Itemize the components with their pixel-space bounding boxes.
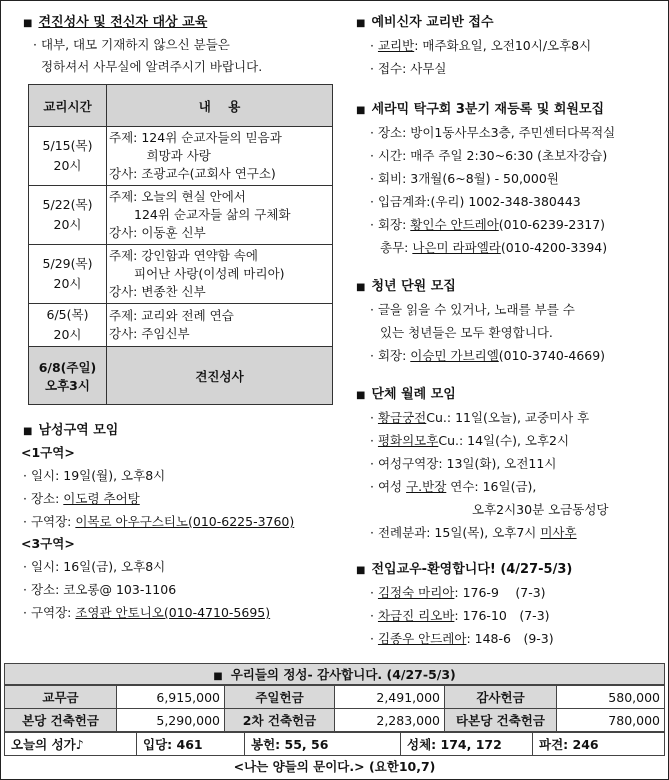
offering-label: 타본당 건축헌금 bbox=[445, 709, 557, 732]
group-line2: · 평화의모후Cu.: 14일(수), 오후2시 bbox=[370, 433, 570, 448]
edu-note-line1: · 대부, 대모 기재하지 않으신 분들은 bbox=[33, 37, 230, 52]
schedule-row bbox=[29, 127, 333, 186]
offering-value: 580,000 bbox=[557, 686, 665, 709]
hymn-entry: 입당: 461 bbox=[137, 733, 245, 756]
offering-row bbox=[5, 709, 665, 732]
offering-row bbox=[5, 686, 665, 709]
ceramic-pingpong-title: ■ 세라믹 탁구회 3분기 재등록 및 회원모집 bbox=[356, 102, 605, 117]
confirmation-date: 6/8(주일) 오후3시 bbox=[29, 347, 107, 405]
youth-line1: · 글을 읽을 수 있거나, 노래를 부를 수 bbox=[370, 302, 575, 317]
confirmation-label: 견진성사 bbox=[107, 347, 333, 405]
group-line3: · 여성구역장: 13일(화), 오전11시 bbox=[370, 456, 557, 471]
scripture-quote: <나는 양들의 문이다.> (요한10,7) bbox=[233, 759, 436, 774]
square-bullet-icon: ■ bbox=[356, 105, 366, 116]
square-bullet-icon: ■ bbox=[356, 18, 366, 29]
schedule-content: 주제: 124위 순교자들의 믿음과 희망과 사랑 강사: 조광교수(교회사 연구소) bbox=[107, 127, 333, 186]
zone1-label: <1구역> bbox=[21, 445, 75, 460]
offering-label: 2차 건축헌금 bbox=[225, 709, 335, 732]
ceramic-fee: · 회비: 3개월(6~8월) - 50,000원 bbox=[370, 171, 559, 186]
zone3-date: · 일시: 16일(금), 오후8시 bbox=[23, 559, 166, 574]
hymn-communion: 성체: 174, 172 bbox=[401, 733, 533, 756]
schedule-row bbox=[29, 304, 333, 347]
men-zone-title: ■ 남성구역 모임 bbox=[23, 423, 119, 438]
schedule-header-time: 교리시간 bbox=[29, 85, 107, 127]
square-bullet-icon: ■ bbox=[213, 671, 223, 682]
youth-recruit-title: ■ 청년 단원 모집 bbox=[356, 279, 456, 294]
offering-value: 780,000 bbox=[557, 709, 665, 732]
schedule-date: 5/22(목) 20시 bbox=[29, 186, 107, 245]
ceramic-account: · 입금계좌:(우리) 1002-348-380443 bbox=[370, 194, 581, 209]
ceramic-place: · 장소: 방이1동사무소3층, 주민센터다목적실 bbox=[370, 125, 616, 140]
group-line6: · 전례분과: 15일(목), 오후7시 미사후 bbox=[370, 525, 577, 540]
schedule-header-row bbox=[29, 85, 333, 127]
zone3-place: · 장소: 코오롱@ 103-1106 bbox=[23, 582, 177, 597]
offering-label: 본당 건축헌금 bbox=[5, 709, 117, 732]
edu-note-line2: 정하셔서 사무실에 알려주시기 바랍니다. bbox=[41, 59, 263, 74]
zone1-place: · 장소: 이도령 추어탕 bbox=[23, 491, 140, 506]
bulletin-top-section bbox=[1, 1, 668, 662]
left-column bbox=[11, 11, 333, 624]
hymn-offertory: 봉헌: 55, 56 bbox=[245, 733, 401, 756]
offering-value: 6,915,000 bbox=[117, 686, 225, 709]
welcome-item: · 김정숙 마리아: 176-9 (7-3) bbox=[370, 585, 546, 600]
square-bullet-icon: ■ bbox=[23, 426, 33, 437]
catechism-schedule-table bbox=[28, 84, 333, 405]
group-line5: 오후2시30분 오금동성당 bbox=[472, 502, 609, 517]
offering-value: 5,290,000 bbox=[117, 709, 225, 732]
pre-catechumen-line2: · 접수: 사무실 bbox=[370, 61, 447, 76]
hymn-label: 오늘의 성가♪ bbox=[5, 733, 137, 756]
offering-value: 2,283,000 bbox=[335, 709, 445, 732]
schedule-row bbox=[29, 245, 333, 304]
zone1-leader: · 구역장: 이목로 아우구스티노(010-6225-3760) bbox=[23, 514, 295, 529]
group-meeting-title: ■ 단체 월례 모임 bbox=[356, 387, 456, 402]
schedule-date: 5/15(목) 20시 bbox=[29, 127, 107, 186]
hymn-dismissal: 파견: 246 bbox=[533, 733, 665, 756]
youth-line2: 있는 청년들은 모두 환영합니다. bbox=[380, 325, 553, 340]
schedule-header-content: 내 용 bbox=[107, 85, 333, 127]
welcome-item: · 차금진 리오바: 176-10 (7-3) bbox=[370, 608, 550, 623]
square-bullet-icon: ■ bbox=[356, 282, 366, 293]
ceramic-president: · 회장: 황인수 안드레아(010-6239-2317) bbox=[370, 217, 606, 232]
square-bullet-icon: ■ bbox=[356, 390, 366, 401]
schedule-content: 주제: 강인함과 연약함 속에 피어난 사랑(이성례 마리아) 강사: 변종찬 신부 bbox=[107, 245, 333, 304]
zone1-date: · 일시: 19일(월), 오후8시 bbox=[23, 468, 166, 483]
welcome-item: · 김종우 안드레아: 148-6 (9-3) bbox=[370, 631, 554, 646]
zone3-leader: · 구역장: 조영관 안토니오(010-4710-5695) bbox=[23, 605, 271, 620]
ceramic-time: · 시간: 매주 주일 2:30~6:30 (초보자강습) bbox=[370, 148, 608, 163]
schedule-date: 5/29(목) 20시 bbox=[29, 245, 107, 304]
offering-table bbox=[4, 685, 665, 732]
square-bullet-icon: ■ bbox=[356, 565, 366, 576]
offering-value: 2,491,000 bbox=[335, 686, 445, 709]
pre-catechumen-title: ■ 예비신자 교리반 접수 bbox=[356, 15, 494, 30]
offering-section bbox=[4, 663, 665, 778]
pre-catechumen-line1: · 교리반: 매주화요일, 오전10시/오후8시 bbox=[370, 38, 592, 53]
offering-label: 교무금 bbox=[5, 686, 117, 709]
hymn-row bbox=[5, 733, 665, 756]
zone3-label: <3구역> bbox=[21, 536, 75, 551]
offering-label: 주일헌금 bbox=[225, 686, 335, 709]
right-column bbox=[356, 11, 661, 650]
group-line4: · 여성 구.반장 연수: 16일(금), bbox=[370, 479, 537, 494]
schedule-final-row bbox=[29, 347, 333, 405]
welcome-title: ■ 전입교우-환영합니다! (4/27-5/3) bbox=[356, 562, 573, 577]
confirmation-education-title: ■ 견진성사 및 전신자 대상 교육 bbox=[23, 15, 208, 30]
square-bullet-icon: ■ bbox=[23, 18, 33, 29]
youth-president: · 회장: 이승민 가브리엘(010-3740-4669) bbox=[370, 348, 606, 363]
schedule-content: 주제: 교리와 전례 연습 강사: 주임신부 bbox=[107, 304, 333, 347]
schedule-row bbox=[29, 186, 333, 245]
hymn-table bbox=[4, 732, 665, 756]
schedule-content: 주제: 오늘의 현실 안에서 124위 순교자들 삶의 구체화 강사: 이동훈 신부 bbox=[107, 186, 333, 245]
ceramic-secretary: 총무: 나은미 라파엘라(010-4200-3394) bbox=[380, 240, 608, 255]
schedule-date: 6/5(목) 20시 bbox=[29, 304, 107, 347]
offering-title: ■ 우리들의 정성- 감사합니다. (4/27-5/3) bbox=[4, 663, 665, 685]
group-line1: · 황금궁전Cu.: 11일(오늘), 교중미사 후 bbox=[370, 410, 590, 425]
offering-label: 감사헌금 bbox=[445, 686, 557, 709]
